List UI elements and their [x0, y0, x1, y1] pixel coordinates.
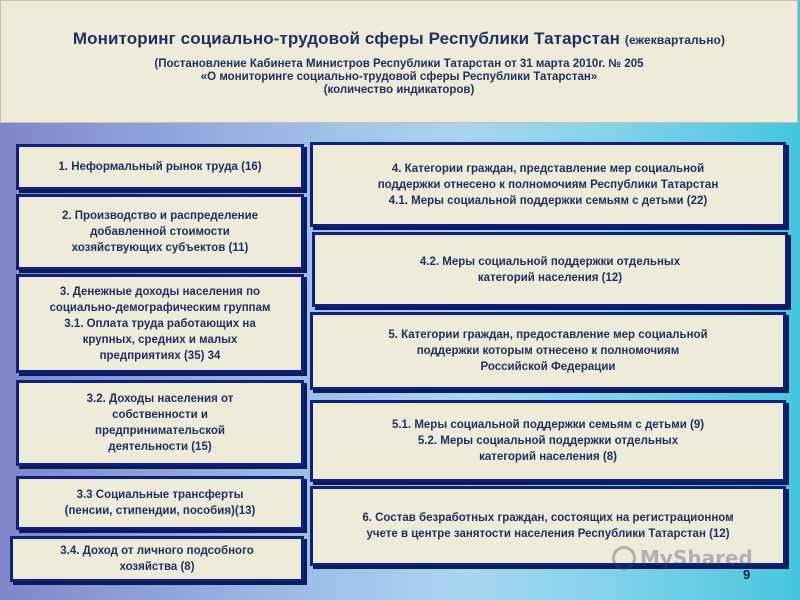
indicator-card-4-2: 4.2. Меры социальной поддержки отдельных категорий населения (12)	[312, 232, 788, 307]
indicator-card-3-4: 3.4. Доход от личного подсобного хозяйства (8)	[10, 536, 304, 582]
indicator-card-3: 3. Денежные доходы населения по социально-демографическим группам 3.1. Оплата труда работающих на крупных, средних и малых предприятиях (35) 34	[16, 274, 304, 373]
indicator-card-1: 1. Неформальный рынок труда (16)	[16, 144, 304, 190]
subtitle-block	[1, 58, 797, 97]
indicator-card-4: 4. Категории граждан, представление мер социальной поддержки отнесено к полномочиям Республики Татарстан 4.1. Меры социальной поддержки семьям с детьми (22)	[310, 142, 786, 227]
page-title: Мониторинг социально-трудовой сферы Республики Татарстан	[72, 29, 621, 48]
title-frequency-note: (ежеквартально)	[624, 33, 726, 47]
indicator-card-5-1: 5.1. Меры социальной поддержки семьям с детьми (9) 5.2. Меры социальной поддержки отдельных категорий населения (8)	[310, 400, 786, 482]
page-number: 9	[743, 567, 751, 582]
page-title-line	[1, 29, 797, 49]
watermark-text: MyShared	[640, 546, 753, 570]
indicator-card-6: 6. Состав безработных граждан, состоящих на регистрационном учете в центре занятости населения Республики Татарстан (12)	[310, 486, 786, 566]
indicator-card-3-2: 3.2. Доходы населения от собственности и предпринимательской деятельности (15)	[16, 380, 304, 466]
indicator-card-3-3: 3.3 Социальные трансферты (пенсии, стипендии, пособия)(13)	[16, 476, 304, 530]
subtitle-line-3: (количество индикаторов)	[323, 84, 475, 96]
subtitle-line-2: «О мониторинге социально-трудовой сферы Республики Татарстан»	[200, 71, 598, 83]
header-panel	[0, 0, 798, 123]
indicator-card-2: 2. Производство и распределение добавленной стоимости хозяйствующих субъектов (11)	[16, 194, 304, 270]
indicator-card-5: 5. Категории граждан, предоставление мер социальной поддержки которым отнесено к полномочиям Российской Федерации	[310, 312, 786, 390]
subtitle-line-1: (Постановление Кабинета Министров Республики Татарстан от 31 марта 2010г. № 205	[154, 58, 644, 70]
